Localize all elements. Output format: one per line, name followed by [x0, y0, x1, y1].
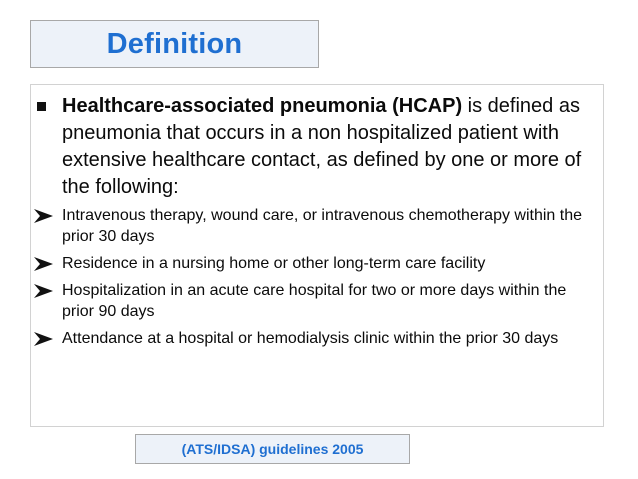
list-item [34, 205, 599, 247]
criteria-text: Residence in a nursing home or other long-term care facility [62, 255, 486, 272]
source-citation: (ATS/IDSA) guidelines 2005 [181, 441, 364, 457]
content-box [30, 84, 604, 427]
source-box [135, 434, 410, 464]
definition-body: is defined as pneumonia that occurs in a non hospitalized patient with extensive healthcare contact, as defined by one or more of the following: [62, 95, 582, 198]
definition-term: Healthcare-associated pneumonia (HCAP) [62, 95, 463, 117]
criteria-text: Intravenous therapy, wound care, or intravenous chemotherapy within the prior 30 days [62, 207, 582, 245]
title-box [30, 20, 319, 68]
arrowhead-bullet-icon [34, 257, 53, 271]
criteria-list [34, 205, 599, 355]
list-item [34, 253, 599, 274]
definition-text [62, 93, 597, 201]
square-bullet-icon [37, 102, 46, 111]
definition-bullet [37, 93, 597, 201]
arrowhead-bullet-icon [34, 284, 53, 298]
criteria-text: Hospitalization in an acute care hospital for two or more days within the prior 90 days [62, 282, 567, 320]
arrowhead-bullet-icon [34, 332, 53, 346]
list-item [34, 328, 599, 349]
arrowhead-bullet-icon [34, 209, 53, 223]
criteria-text: Attendance at a hospital or hemodialysis clinic within the prior 30 days [62, 330, 559, 347]
slide-title: Definition [106, 27, 243, 60]
list-item [34, 280, 599, 322]
